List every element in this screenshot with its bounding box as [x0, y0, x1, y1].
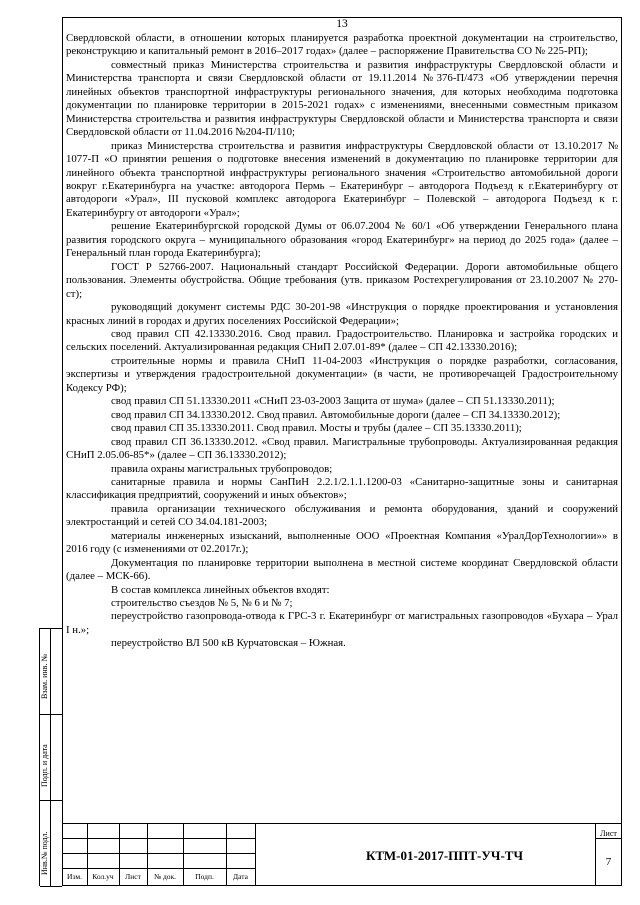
paragraph: свод правил СП 34.13330.2012. Свод правил. Автомобильные дороги (далее – СП 34.13330.2012);: [111, 408, 561, 421]
sheet-label: Лист: [600, 829, 617, 838]
col-izm: Изм.: [67, 872, 82, 881]
paragraph: строительство съездов № 5, № 6 и № 7;: [111, 597, 293, 610]
margin-stamp: [39, 628, 62, 886]
page-number: 13: [336, 18, 348, 30]
col-koluch: Кол.уч: [92, 872, 114, 881]
paragraph: санитарные правила и нормы СанПиН 2.2.1/2.1.1.1200-03 «Санитарно-защитные зоны и санитарная классификация предприятий, сооружений и иных объектов»;: [66, 475, 618, 502]
paragraph: переустройство ВЛ 500 кВ Курчатовская – Южная.: [111, 637, 346, 650]
paragraph: материалы инженерных изысканий, выполненные ООО «Проектная Компания «УралДорТехнологии»» в 2016 году (с изменениями от 02.2017г.);: [66, 529, 618, 556]
paragraph: ГОСТ Р 52766-2007. Национальный стандарт Российской Федерации. Дороги автомобильные общего пользования. Элементы обустройства. Общие требования (утв. приказом Ростехрегулирования от 23.10.2007 № 270-ст);: [66, 260, 618, 300]
col-list: Лист: [125, 872, 141, 881]
document-code: КТМ-01-2017-ППТ-УЧ-ТЧ: [365, 848, 524, 863]
paragraph: свод правил СП 35.13330.2011. Свод правил. Мосты и трубы (далее – СП 35.13330.2011);: [111, 422, 522, 435]
paragraph: Документация по планировке территории выполнена в местной системе координат Свердловской области (далее – МСК-66).: [66, 556, 618, 583]
stamp-inv-vzam: Взам. инв. №: [40, 653, 49, 699]
paragraph: руководящий документ системы РДС 30-201-98 «Инструкция о порядке проектирования и установления красных линий в городах и других поселениях Российской Федерации»;: [66, 301, 618, 327]
document-body: [66, 32, 618, 651]
paragraph: свод правил СП 36.13330.2012. «Свод правил. Магистральные трубопроводы. Актуализированная редакция СНиП 2.05.06-85*» (далее – СП 36.13330.2012);: [66, 435, 618, 462]
col-podp: Подп.: [195, 872, 214, 881]
paragraph: правила охраны магистральных трубопроводов;: [111, 462, 333, 475]
paragraph: В состав комплекса линейных объектов входят:: [111, 583, 330, 596]
paragraph: строительные нормы и правила СНиП 11-04-2003 «Инструкция о порядке разработки, согласования, экспертизы и утверждения градостроительной документации» (в части, не противоречащей Градостроительному Кодексу РФ);: [66, 354, 618, 394]
stamp-inv-podl: Инв.№ подл.: [40, 831, 49, 875]
title-block: [62, 823, 622, 886]
paragraph: Свердловской области, в отношении которых планируется разработка проектной документации на строительство, реконструкцию и капитальный ремонт в 2016–2017 годах» (далее – распоряжение Правительства СО № 225-РП);: [66, 32, 618, 58]
paragraph: правила организации технического обслуживания и ремонта оборудования, зданий и сооружений электростанций и сетей СО 34.04.181-2003;: [66, 502, 618, 529]
paragraph: переустройство газопровода-отвода к ГРС-3 г. Екатеринбург от магистральных газопроводов «Бухара – Урал I н.»;: [66, 610, 618, 636]
col-ndok: № док.: [153, 872, 177, 881]
stamp-sign-date: Подп. и дата: [40, 744, 49, 787]
sheet-number: 7: [605, 856, 612, 868]
paragraph: совместный приказ Министерства строительства и развития инфраструктуры Свердловской области и Министерства транспорта и связи Свердловской области от 19.11.2014 №376-П/473 «Об утверждении перечня линейных объектов транспортной инфраструктуры регионального значения, для которых необходима подготовка документации по планировке территории в 2015-2021 годах» с изменениями, внесенными совместным приказом Министерства строительства и развития инфраструктуры Свердловской области и Министерства транспорта и связи Свердловской области от 11.04.2016 №204-П/110;: [66, 58, 618, 139]
paragraph: свод правил СП 42.13330.2016. Свод правил. Градостроительство. Планировка и застройка городских и сельских поселений. Актуализированная редакция СНиП 2.07.01-89* (далее – СП 42.13330.2016);: [66, 327, 618, 354]
col-data: Дата: [233, 872, 248, 881]
paragraph: приказ Министерства строительства и развития инфраструктуры Свердловской области от 13.10.2017 № 1077-П «О принятии решения о подготовке внесения изменений в документацию по планировке территории для линейного объекта транспортной инфраструктуры регионального значения «Строительство автомобильной дороги вокруг г.Екатеринбурга на участке: автодорога Пермь – Екатеринбург – автодорога Подъезд к г.Екатеринбургу от автодороги «Урал», III пусковой комплекс автодорога Екатеринбург – Полевской – автодорога Подъезд к г. Екатеринбургу от автодороги «Урал»;: [66, 139, 618, 219]
paragraph: свод правил СП 51.13330.2011 «СНиП 23-03-2003 Защита от шума» (далее – СП 51.13330.2011);: [111, 395, 555, 408]
paragraph: решение Екатеринбургской городской Думы от 06.07.2004 № 60/1 «Об утверждении Генерального плана развития городского округа – муниципального образования «город Екатеринбург» на период до 2025 года» (далее – Генеральный план города Екатеринбурга);: [66, 220, 618, 260]
